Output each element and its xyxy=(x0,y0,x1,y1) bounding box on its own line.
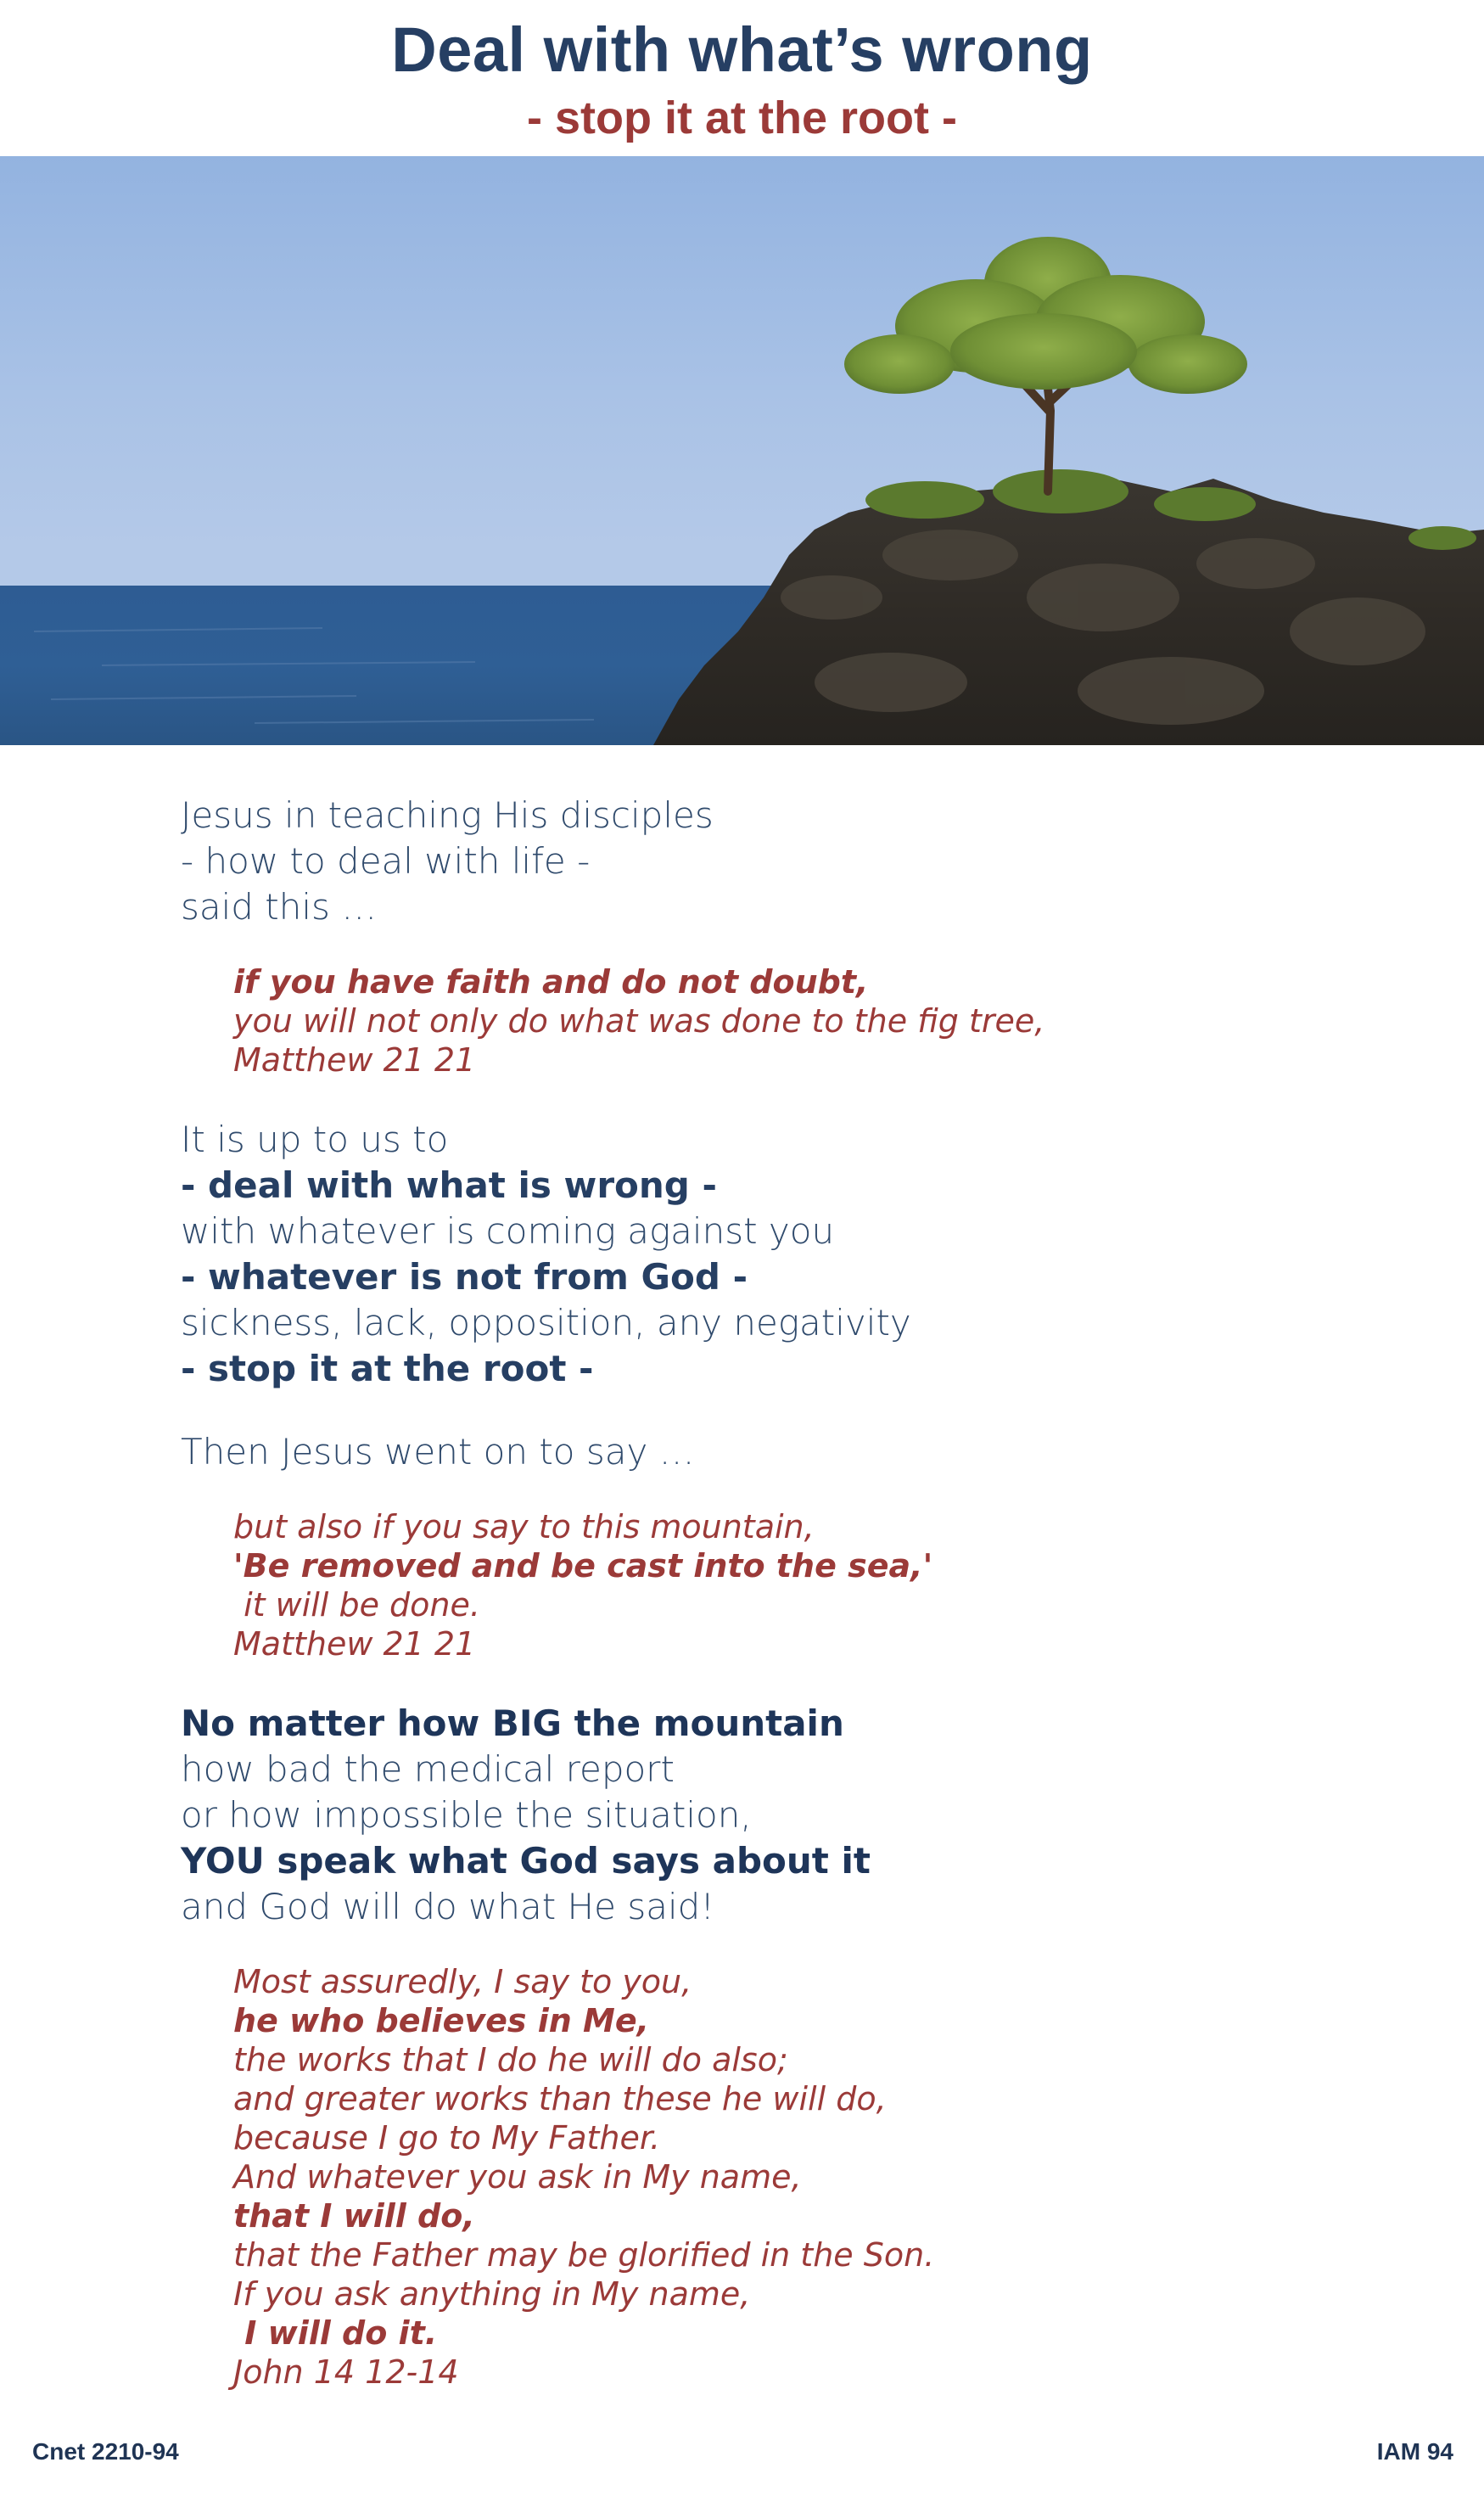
intro-line: said this … xyxy=(181,886,378,928)
page-subtitle: - stop it at the root - xyxy=(527,93,957,143)
scripture-quote-john xyxy=(181,1962,1369,2392)
scripture-reference: Matthew 21 21 xyxy=(233,1041,476,1079)
page-title: Deal with what’s wrong xyxy=(391,14,1093,85)
main-text xyxy=(181,793,1369,2392)
scripture-line: you will not only do what was done to the fig tree, xyxy=(233,1002,1045,1040)
scripture-quote-matthew-mountain xyxy=(181,1507,1369,1663)
body-line: how bad the medical report xyxy=(181,1748,675,1790)
emphasis-line: - whatever is not from God - xyxy=(181,1256,748,1298)
emphasis-line: - stop it at the root - xyxy=(181,1348,594,1389)
scripture-line: Most assuredly, I say to you, xyxy=(233,1963,692,2000)
body-line: It is up to us to xyxy=(181,1119,449,1160)
scripture-line: if you have faith and do not doubt, xyxy=(233,963,869,1001)
scripture-line: 'Be removed and be cast into the sea,' xyxy=(233,1547,933,1585)
intro-line: - how to deal with life - xyxy=(181,840,591,882)
scripture-quote-matthew-fig-tree xyxy=(181,962,1369,1080)
then-jesus-paragraph xyxy=(181,1429,1369,1475)
scripture-reference: John 14 12-14 xyxy=(233,2353,459,2391)
body-line: with whatever is coming against you xyxy=(181,1210,835,1252)
body-line: sickness, lack, opposition, any negativity xyxy=(181,1302,911,1343)
scripture-line: that the Father may be glorified in the Son. xyxy=(233,2236,935,2274)
tree-on-rock-photo xyxy=(0,156,1484,745)
footer-code-right: IAM 94 xyxy=(1376,2438,1453,2465)
scripture-line: he who believes in Me, xyxy=(233,2002,650,2039)
scripture-line: If you ask anything in My name, xyxy=(233,2275,751,2313)
scripture-line: I will do it. xyxy=(233,2314,438,2352)
emphasis-line: YOU speak what God says about it xyxy=(181,1840,871,1882)
body-line: and God will do what He said! xyxy=(181,1886,715,1927)
scripture-line: that I will do, xyxy=(233,2197,475,2235)
scripture-line: and greater works than these he will do, xyxy=(233,2080,887,2117)
body-line: or how impossible the situation, xyxy=(181,1794,752,1836)
scripture-line: because I go to My Father. xyxy=(233,2119,661,2157)
intro-line: Jesus in teaching His disciples xyxy=(181,794,714,836)
footer-code-left: Cnet 2210-94 xyxy=(32,2438,179,2465)
no-matter-paragraph xyxy=(181,1701,1369,1930)
emphasis-line: - deal with what is wrong - xyxy=(181,1164,717,1206)
scripture-line: it will be done. xyxy=(233,1586,480,1624)
emphasis-line: No matter how BIG the mountain xyxy=(181,1702,844,1744)
body-line: Then Jesus went on to say … xyxy=(181,1431,695,1472)
scripture-line: the works that I do he will do also; xyxy=(233,2041,788,2078)
scripture-line: but also if you say to this mountain, xyxy=(233,1508,815,1545)
intro-paragraph xyxy=(181,793,1369,930)
scripture-line: And whatever you ask in My name, xyxy=(233,2158,802,2196)
deal-with-wrong-paragraph xyxy=(181,1117,1369,1392)
scripture-reference: Matthew 21 21 xyxy=(233,1625,476,1663)
